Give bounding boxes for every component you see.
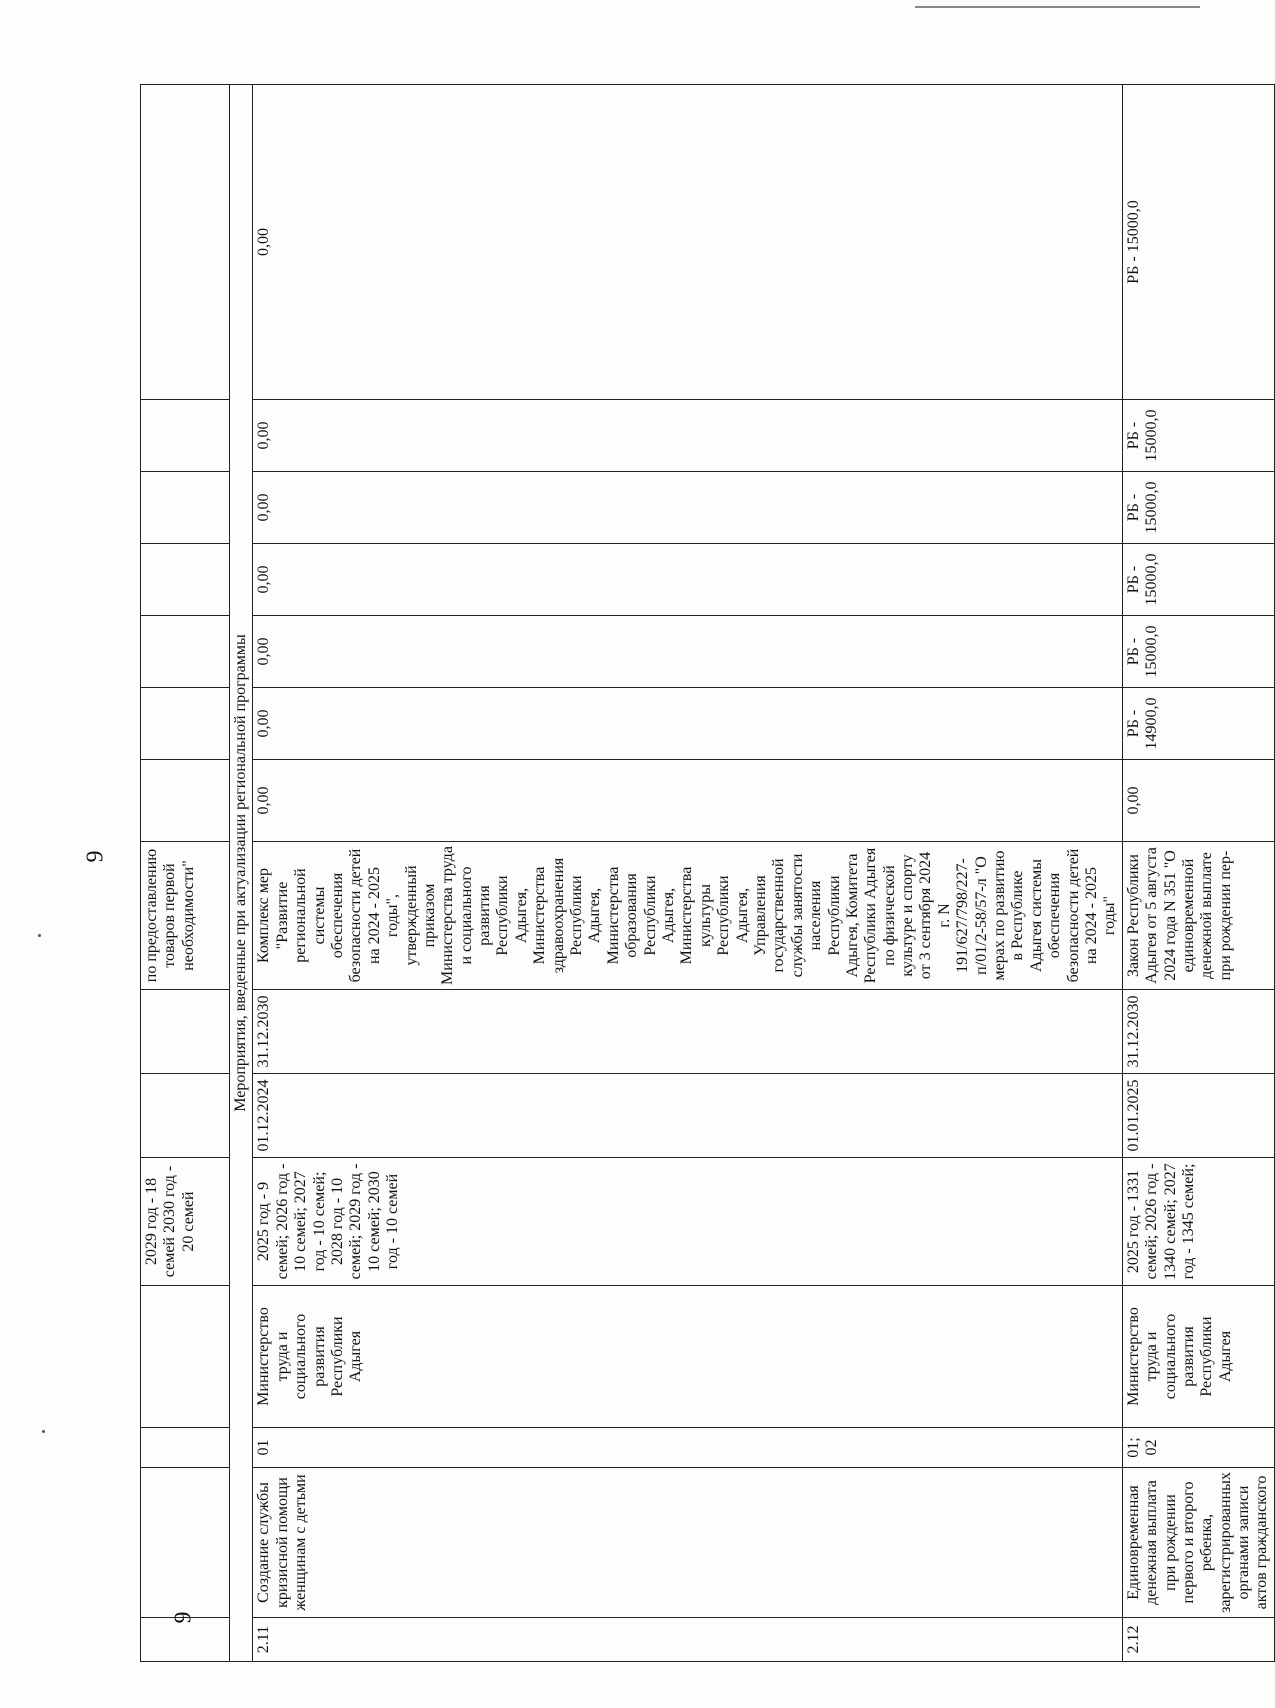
- cell: [141, 1468, 230, 1618]
- value-2: 0,00: [253, 616, 1122, 688]
- executor: Министерство труда и социального развития Республики Адыгея: [1122, 1286, 1274, 1428]
- value-5: 0,00: [253, 400, 1122, 472]
- table-row: [1122, 85, 1274, 1662]
- value-4: 0,00: [253, 472, 1122, 544]
- table-row: [253, 85, 1122, 1662]
- targets: 2025 год - 9 семей; 2026 год - 10 семей; 2027 год - 10 семей; 2028 год - 10 семей; 2029 год - 10 семей; 2030 год - 10 семей: [253, 1158, 1122, 1286]
- cell: [141, 85, 230, 400]
- page-number-bottom: 9: [170, 1611, 197, 1624]
- basis-document: Закон Республики Адыгея от 5 августа 2024 года N 351 "О единовременной денежной выплате при рождении пер-: [1122, 842, 1274, 990]
- basis-document: Комплекс мер "Развитие региональной системы обеспечения безопасности детей на 2024 - 2025 годы", утвержденный приказом Министерства труда и социального развития Республики Адыгея, Министерства здравоохранения Республики Адыгея, Министерства образования Республики Адыгея, Министерства культуры Республики Адыгея, Управления государственной службы занятости населения Республики Адыгея, Комитета Республики Адыгея по физической культуре и спорту от 3 сентября 2024 г. N 191/627/798/227-п/01/2-58/57-л "О мерах по развитию в Республике Адыгея системы обеспечения безопасности детей на 2024 - 2025 годы": [253, 842, 1122, 990]
- row-number: 2.12: [1122, 1618, 1274, 1662]
- program-table: [140, 84, 1275, 1662]
- cell: [141, 400, 230, 472]
- table-row-continuation: [141, 85, 230, 1662]
- cell: [141, 1428, 230, 1468]
- start-date: 01.12.2024: [253, 1074, 1122, 1158]
- section-title: Мероприятия, введенные при актуализации региональной программы: [230, 85, 253, 1662]
- cell: [141, 1618, 230, 1662]
- value-5: РБ - 15000,0: [1122, 400, 1274, 472]
- end-date: 31.12.2030: [1122, 990, 1274, 1074]
- value-0: 0,00: [253, 760, 1122, 842]
- cell: [141, 616, 230, 688]
- executor: Министерство труда и социального развития Республики Адыгея: [253, 1286, 1122, 1428]
- top-rule: [915, 6, 1200, 8]
- cell: [141, 688, 230, 760]
- value-3: 0,00: [253, 544, 1122, 616]
- value-3: РБ - 15000,0: [1122, 544, 1274, 616]
- cell: [141, 990, 230, 1074]
- scan-speck: [42, 1430, 45, 1433]
- value-0: 0,00: [1122, 760, 1274, 842]
- goal-code: 01; 02: [1122, 1428, 1274, 1468]
- value-6: 0,00: [253, 85, 1122, 400]
- value-2: РБ - 15000,0: [1122, 616, 1274, 688]
- rotated-table-area: [140, 85, 1271, 1662]
- cell: [141, 472, 230, 544]
- value-4: РБ - 15000,0: [1122, 472, 1274, 544]
- page-number-top: 9: [82, 850, 109, 863]
- row-number: 2.11: [253, 1618, 1122, 1662]
- measure-name: Единовременная денежная выплата при рождении первого и второго ребенка, зарегистрированных органами записи актов гражданского: [1122, 1468, 1274, 1618]
- cell: [141, 760, 230, 842]
- end-date: 31.12.2030: [253, 990, 1122, 1074]
- value-1: 0,00: [253, 688, 1122, 760]
- cell: [141, 1286, 230, 1428]
- scan-speck: [38, 934, 41, 937]
- measure-name: Создание службы кризисной помощи женщинам с детьми: [253, 1468, 1122, 1618]
- targets: 2025 год - 1331 семей; 2026 год - 1340 семей; 2027 год - 1345 семей;: [1122, 1158, 1274, 1286]
- value-6: РБ - 15000,0: [1122, 85, 1274, 400]
- value-1: РБ - 14900,0: [1122, 688, 1274, 760]
- cell: [141, 544, 230, 616]
- start-date: 01.01.2025: [1122, 1074, 1274, 1158]
- cell: [141, 1074, 230, 1158]
- goal-code: 01: [253, 1428, 1122, 1468]
- cell-period: 2029 год - 18 семей 2030 год - 20 семей: [141, 1158, 230, 1286]
- cell-document: по предоставлению товаров первой необходимости": [141, 842, 230, 990]
- section-row: [230, 85, 253, 1662]
